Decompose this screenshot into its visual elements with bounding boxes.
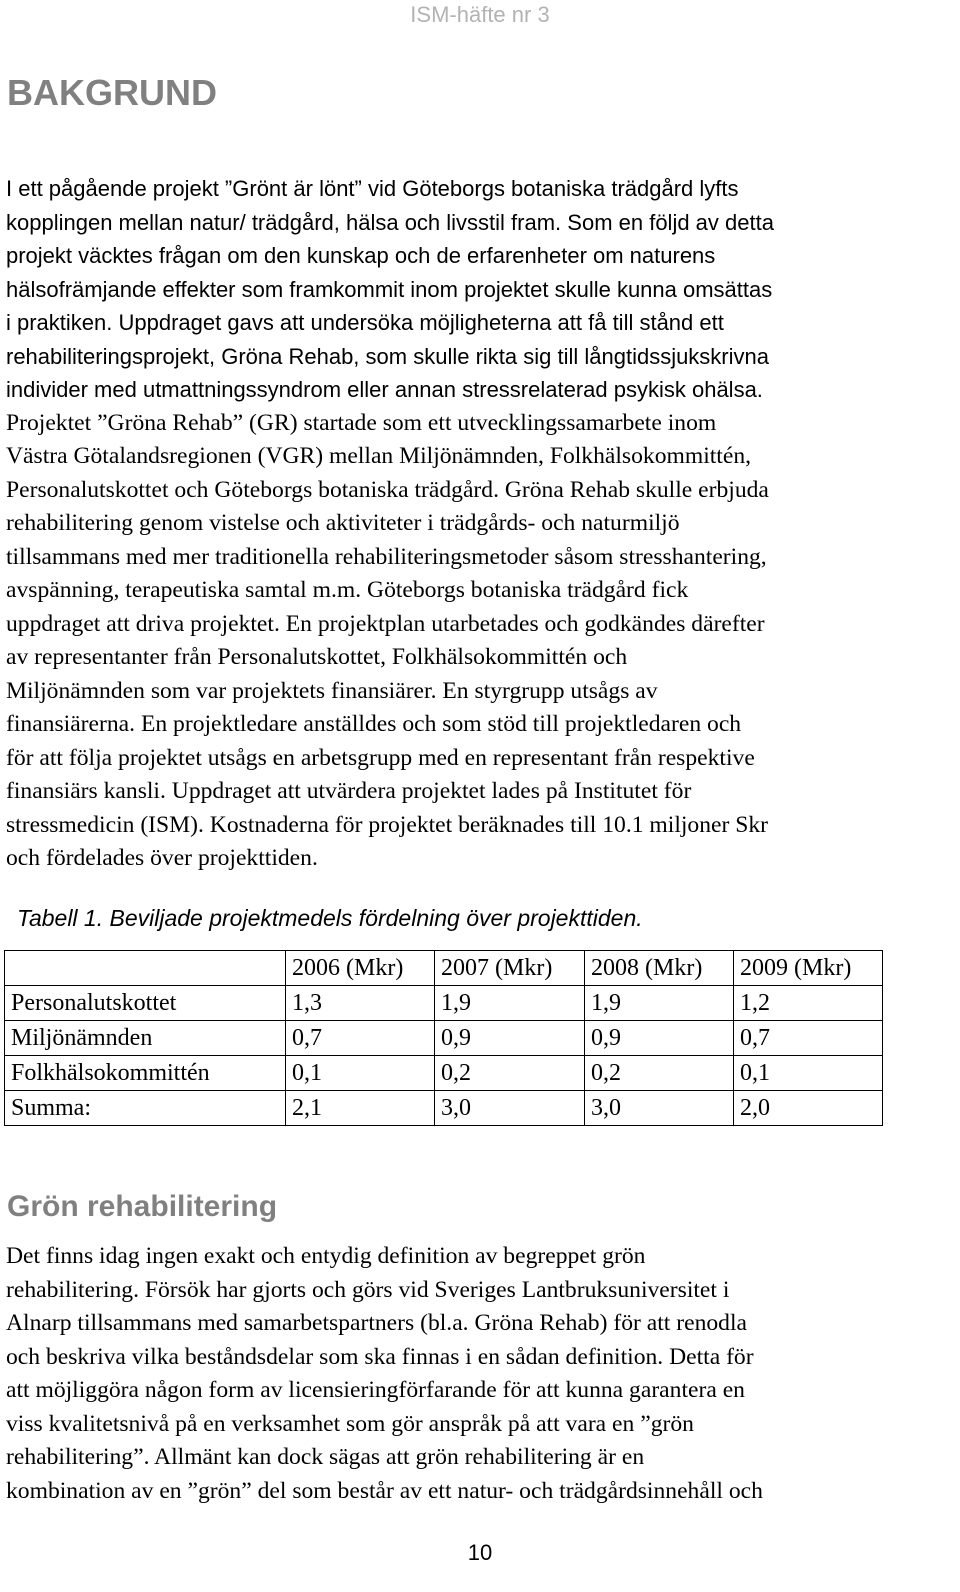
text-line: och fördelades över projekttiden. [6,845,318,871]
table-cell: 1,2 [734,986,883,1021]
funding-table [4,950,883,1126]
text-line: och beskriva vilka beståndsdelar som ska finnas i en sådan definition. Detta för [6,1343,754,1370]
table-header-cell [5,951,286,986]
table-cell: 0,9 [435,1021,585,1056]
section-heading-gron-rehabilitering: Grön rehabilitering [7,1190,278,1223]
text-line: Alnarp tillsammans med samarbetspartners (bl.a. Gröna Rehab) för att renodla [6,1310,747,1336]
text-line: rehabilitering”. Allmänt kan dock sägas att grön rehabilitering är en [6,1444,645,1470]
text-line: Miljönämnden som var projektets finansiärer. En styrgrupp utsågs av [6,677,658,704]
text-line: av representanter från Personalutskottet, Folkhälsokommittén och [6,644,628,670]
text-line: rehabilitering genom vistelse och aktiviteter i trädgårds- och naturmiljö [6,510,680,536]
text-line: hälsofrämjande effekter som framkommit inom projektet skulle kunna omsättas [6,276,773,302]
table-cell: 0,1 [286,1056,435,1091]
page-number: 10 [467,1540,493,1565]
text-line: att möjliggöra någon form av licensieringförfarande för att kunna garantera en [6,1377,745,1403]
table-row [5,1021,883,1056]
text-line: finansiärs kansli. Uppdraget att utvärdera projektet lades på Institutet för [6,778,692,804]
text-line: viss kvalitetsnivå på en verksamhet som gör anspråk på att vara en ”grön [6,1410,694,1437]
text-line: Projektet ”Gröna Rehab” (GR) startade som ett utvecklingssamarbete inom [6,409,717,436]
table-cell: 1,9 [585,986,734,1021]
table-cell: 2,0 [734,1091,883,1126]
table-cell: 0,2 [435,1056,585,1091]
text-line: kombination av en ”grön” del som består av ett natur- och trädgårdsinnehåll och [6,1477,763,1504]
text-line: rehabiliteringsprojekt, Gröna Rehab, som skulle rikta sig till långtidssjukskrivna [6,343,769,369]
table-cell: 0,1 [734,1056,883,1091]
table-cell: Miljönämnden [5,1021,286,1056]
running-header: ISM-häfte nr 3 [410,2,550,27]
text-line: Det finns idag ingen exakt och entydig definition av begreppet grön [6,1243,646,1269]
text-line: finansiärerna. En projektledare anställdes och som stöd till projektledaren och [6,711,742,737]
table-cell: 0,7 [734,1021,883,1056]
text-line: projekt väcktes frågan om den kunskap och de erfarenheter om naturens [6,243,716,268]
text-line: avspänning, terapeutiska samtal m.m. Göteborgs botaniska trädgård fick [6,577,689,603]
text-line: kopplingen mellan natur/ trädgård, hälsa och livsstil fram. Som en följd av detta [6,209,774,235]
table-cell: 0,9 [585,1021,734,1056]
table-cell: Personalutskottet [5,986,286,1021]
text-line: tillsammans med mer traditionella rehabiliteringsmetoder såsom stresshantering, [6,543,767,570]
text-line: Västra Götalandsregionen (VGR) mellan Miljönämnden, Folkhälsokommittén, [6,443,752,469]
table-cell: 0,2 [585,1056,734,1091]
table-cell: 1,3 [286,986,435,1021]
table-header-cell: 2006 (Mkr) [286,951,435,986]
table-cell: 0,7 [286,1021,435,1056]
text-line: Personalutskottet och Göteborgs botaniska trädgård. Gröna Rehab skulle erbjuda [6,476,769,503]
table-header-cell: 2009 (Mkr) [734,951,883,986]
text-line: rehabilitering. Försök har gjorts och görs vid Sveriges Lantbruksuniversitet i [6,1276,730,1303]
text-line: uppdraget att driva projektet. En projektplan utarbetades och godkändes därefter [6,610,765,637]
paragraph-gron-rehabilitering [6,1240,956,1508]
text-line: för att följa projektet utsågs en arbetsgrupp med en representant från respektive [6,744,755,771]
table-row [5,986,883,1021]
table-header-cell: 2008 (Mkr) [585,951,734,986]
table-cell: 3,0 [585,1091,734,1126]
text-line: i praktiken. Uppdraget gavs att undersöka möjligheterna att få till stånd ett [6,310,724,335]
table-row [5,1056,883,1091]
section-heading-bakgrund: BAKGRUND [7,72,217,113]
table-row-total [5,1091,883,1126]
text-line: individer med utmattningssyndrom eller annan stressrelaterad psykisk ohälsa. [6,377,763,402]
paragraph-bakgrund [6,172,956,876]
table-cell: 3,0 [435,1091,585,1126]
table-cell: Folkhälsokommittén [5,1056,286,1091]
table-header-row [5,951,883,986]
table-cell: Summa: [5,1091,286,1126]
table-cell: 2,1 [286,1091,435,1126]
table-caption: Tabell 1. Beviljade projektmedels fördelning över projekttiden. [17,905,643,931]
text-line: stressmedicin (ISM). Kostnaderna för projektet beräknades till 10.1 miljoner Skr [6,811,769,838]
table-header-cell: 2007 (Mkr) [435,951,585,986]
table-cell: 1,9 [435,986,585,1021]
text-line: I ett pågående projekt ”Grönt är lönt” vid Göteborgs botaniska trädgård lyfts [6,176,739,201]
